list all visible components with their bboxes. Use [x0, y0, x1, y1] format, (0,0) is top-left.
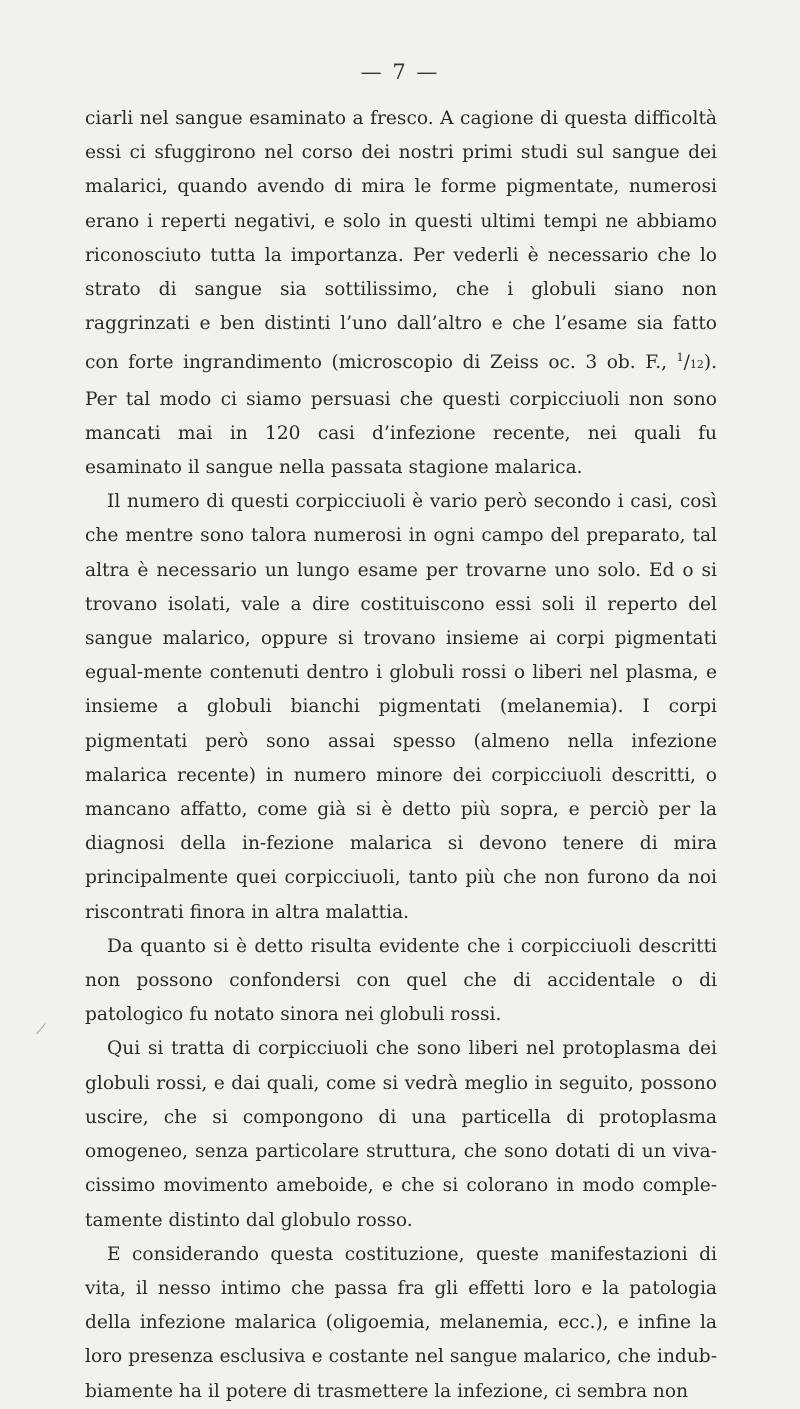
text-line: mente contenuti dentro i globuli rossi o liberi nel plasma, e insieme	[85, 662, 717, 718]
text-line: vita, il nesso intimo che passa fra gli effetti loro e la patologia	[85, 1277, 717, 1299]
text-line: fu notato sinora nei globuli rossi.	[189, 1004, 502, 1026]
text-line: erano i reperti negativi, e solo in questi ultimi tempi ne abbiamo	[85, 210, 717, 232]
paragraph-1: ciarli nel sangue esaminato a fresco. A cagione di questa difficoltà essi ci sfuggirono nel corso dei nostri primi studi sul sangue dei malarici, quando avendo di mira le forme pigmentate, numerosi erano i reperti negativi, e solo in questi ultimi tempi ne abbiamo riconosciuto tutta la importanza. Per vederli è necessario che lo strato di sangue sia sottilissimo, che i globuli siano non raggrinzati e ben distinti l’uno dall’altro e che l’esame sia fatto con forte ingrandimento (microscopio di Zeiss oc. 3 ob. F., $^1$/12). Per tal modo ci siamo persuasi che questi corpicciuoli non sono mancati mai in 120 casi d’infezione recente, nei quali fu esaminato il sangue nella passata stagione malarica.	[85, 108, 717, 479]
text-line: omogeneo, senza particolare struttura, che sono dotati di un viva-	[85, 1141, 717, 1163]
text-line: sangue malarico, oppure si trovano insieme ai corpi pigmentati egual-	[85, 628, 717, 684]
text-line: a globuli bianchi pigmentati (melanemia). I corpi pigmentati però	[85, 696, 717, 752]
text-line: non possono confondersi con quel che di accidentale o di patologico	[85, 970, 717, 1026]
text-line: e ben distinti l’uno dall’altro e che l’esame sia fatto con forte	[85, 313, 717, 374]
text-line: altra malattia.	[275, 901, 410, 923]
text-line: fezione malarica si devono tenere di mira principalmente quei	[85, 833, 718, 889]
text-line: cissimo movimento ameboide, e che si colorano in modo comple-	[85, 1175, 717, 1197]
text-line: biamente ha il potere di trasmettere la infezione, ci sembra non	[85, 1380, 689, 1402]
margin-pencil-mark: ⟋	[36, 1022, 46, 1038]
text-line: ingrandimento (microscopio di Zeiss oc. 3 ob. F.,	[183, 352, 677, 374]
text-line: si trovano isolati, vale a dire costituiscono essi soli il reperto del	[85, 559, 717, 615]
text-line: ci siamo persuasi che questi corpicciuoli non sono mancati mai	[85, 388, 717, 444]
text-line: strato di sangue sia sottilissimo, che i globuli siano non raggrinzati	[85, 279, 717, 335]
text-line: ). Per tal modo	[85, 352, 717, 410]
text-line: ciarli nel sangue esaminato a fresco. A cagione di questa difficoltà	[85, 108, 717, 129]
body-text	[85, 102, 717, 1409]
text-line: così che mentre sono talora numerosi in ogni campo del preparato,	[85, 491, 717, 547]
text-line: tal altra è necessario un lungo esame per trovarne uno solo. Ed o	[85, 525, 717, 581]
paragraph-4	[85, 1032, 717, 1237]
paragraph-2	[85, 485, 717, 930]
paragraph-5	[85, 1238, 717, 1409]
text-line: corpicciuoli, tanto più che non furono da noi riscontrati finora in	[85, 867, 717, 923]
page-number: — 7 —	[360, 60, 440, 84]
text-line: E considerando questa costituzione, queste manifestazioni di	[107, 1243, 717, 1265]
text-line: possono uscire, che si compongono di una particella di protoplasma	[85, 1072, 717, 1128]
text-line: come già si è detto più sopra, e perciò per la diagnosi della in-	[85, 799, 717, 855]
text-line: essi ci sfuggirono nel corso dei nostri primi studi sul sangue dei	[85, 142, 717, 164]
text-line: della infezione malarica (oligoemia, melanemia, ecc.), e infine la	[85, 1312, 717, 1334]
text-line: Il numero di questi corpicciuoli è vario però secondo i casi,	[107, 491, 674, 513]
fraction-numerator: 1	[676, 351, 684, 365]
text-line: dei globuli rossi, e dai quali, come si vedrà meglio in seguito,	[85, 1038, 717, 1094]
text-line: malarici, quando avendo di mira le forme pigmentate, numerosi	[85, 176, 717, 198]
text-line: tamente distinto dal globulo rosso.	[85, 1209, 413, 1231]
text-line: numero minore dei corpicciuoli descritti, o mancano affatto,	[85, 764, 718, 821]
text-line: sono assai spesso (almeno nella infezione malarica recente) in	[85, 730, 717, 786]
text-line: nella passata stagione malarica.	[279, 457, 583, 479]
text-line: in 120 casi d’infezione recente, nei quali fu esaminato il sangue	[85, 422, 717, 479]
text-line: Da quanto si è detto risulta evidente che i corpicciuoli descritti	[107, 935, 717, 957]
fraction-denominator: 12	[689, 358, 704, 372]
text-line: riconosciuto tutta la importanza. Per vederli è necessario che lo	[85, 244, 717, 266]
paragraph-3	[85, 930, 717, 1033]
text-line: loro presenza esclusiva e costante nel sangue malarico, che indub-	[85, 1346, 717, 1368]
text-line: Qui si tratta di corpicciuoli che sono liberi nel protoplasma	[107, 1038, 681, 1060]
